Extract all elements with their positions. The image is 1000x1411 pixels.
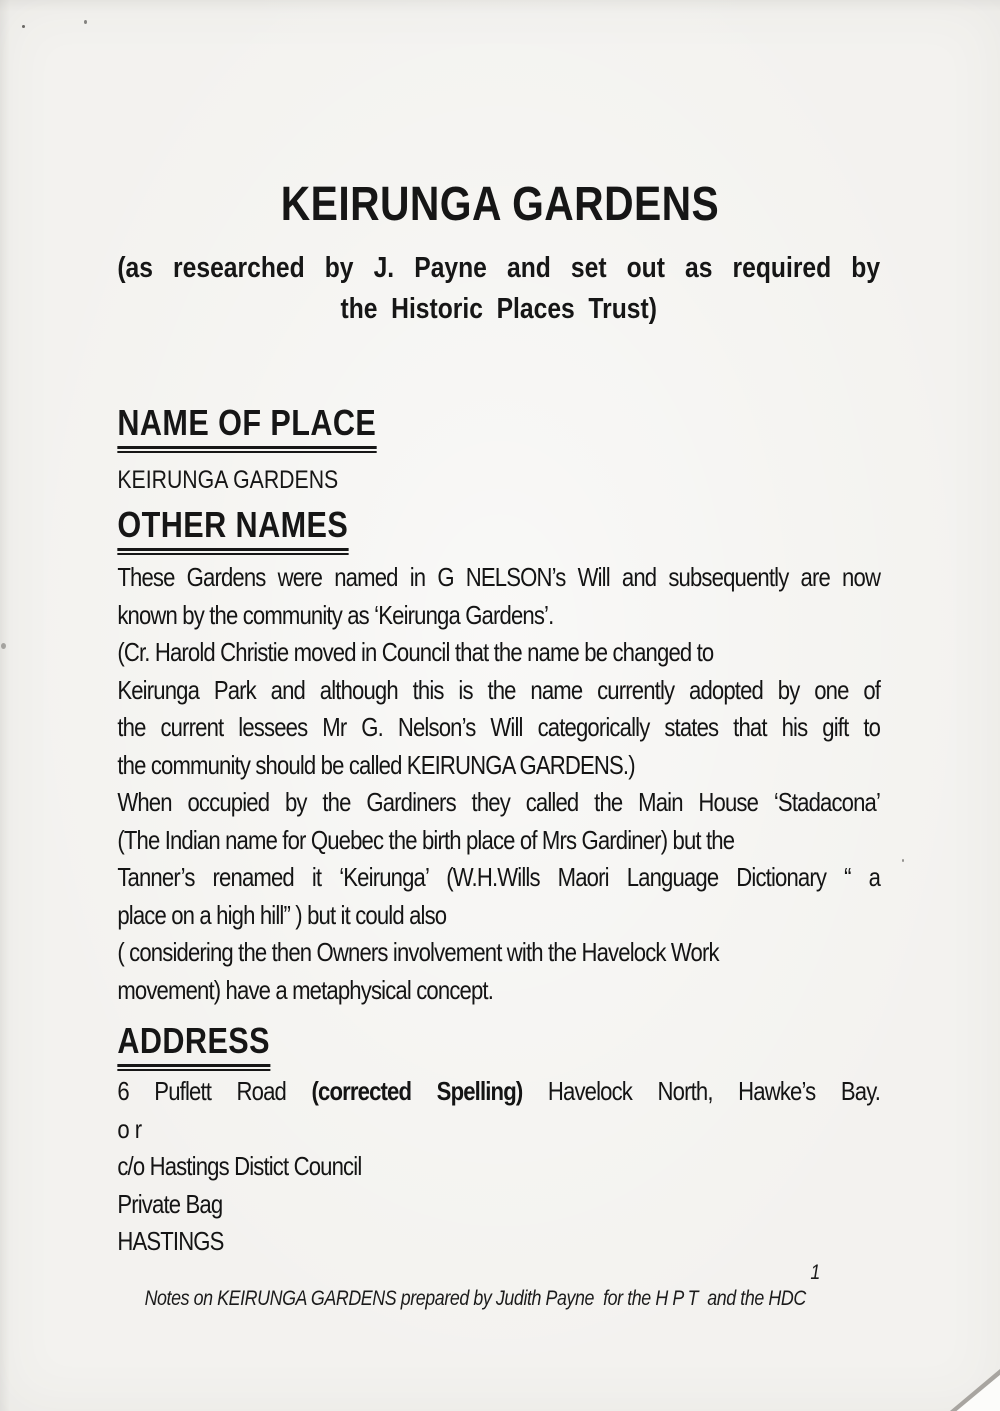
scan-speck — [1, 643, 6, 649]
body-line: (Cr. Harold Christie moved in Council that the name be changed to — [117, 637, 714, 667]
address-block — [117, 1073, 880, 1261]
body-line: (The Indian name for Quebec the birth place of Mrs Gardiner) but the — [117, 824, 735, 855]
section-heading-other-names — [117, 505, 880, 555]
body-line: known by the community as ‘Keirunga Gardens’. — [117, 599, 554, 630]
body-line: Keirunga Park and although this is the name currently adopted by one of — [117, 674, 881, 705]
address-street-post: Havelock North, Hawke’s Bay. — [522, 1076, 881, 1106]
subtitle-block — [117, 248, 880, 330]
address-line-city: HASTINGS — [117, 1226, 224, 1257]
other-names-paragraph — [117, 559, 880, 1009]
footer-note: Notes on KEIRUNGA GARDENS prepared by Judith Payne for the H P T and the HDC — [144, 1287, 806, 1310]
body-line: Tanner’s renamed it ‘Keirunga’ (W.H.Wills Maori Language Dictionary “ a — [117, 862, 881, 892]
heading-underline: ADDRESS — [117, 1021, 270, 1071]
footer-block — [117, 1260, 880, 1364]
subtitle-line-1: (as researched by J. Payne and set out as required by — [117, 252, 881, 284]
title-block — [0, 180, 1000, 230]
address-corrected-spelling: (corrected Spelling) — [311, 1076, 523, 1106]
page-corner-fold — [950, 1369, 1000, 1411]
address-line-or: or — [117, 1113, 148, 1144]
heading-underline: NAME OF PLACE — [117, 403, 376, 453]
name-of-place-value: KEIRUNGA GARDENS — [117, 466, 339, 494]
subtitle-line-2: the Historic Places Trust) — [340, 293, 657, 325]
address-street-pre: 6 Puflett Road — [117, 1076, 312, 1106]
body-line: place on a high hill” ) but it could also — [117, 899, 447, 930]
address-line-private-bag: Private Bag — [117, 1188, 223, 1219]
body-line: ( considering the then Owners involvement with the Havelock Work — [117, 937, 719, 967]
scan-speck — [22, 25, 25, 28]
body-line: When occupied by the Gardiners they called the Main House ‘Stadacona’ — [117, 787, 881, 817]
page-number: 1 — [810, 1261, 820, 1284]
section-heading-address — [117, 1021, 880, 1071]
scan-speck — [902, 859, 904, 862]
address-line-street — [117, 1073, 880, 1111]
body-line: the community should be called KEIRUNGA GARDENS.) — [117, 749, 635, 780]
page-title: KEIRUNGA GARDENS — [280, 178, 720, 231]
body-line: movement) have a metaphysical concept. — [117, 974, 494, 1005]
scan-speck — [84, 20, 87, 24]
address-line-council: c/o Hastings Distict Council — [117, 1151, 362, 1182]
body-line: the current lessees Mr G. Nelson’s Will categorically states that his gift to — [117, 712, 881, 742]
heading-underline: OTHER NAMES — [117, 505, 348, 555]
section-heading-name-of-place — [117, 403, 880, 453]
body-line: These Gardens were named in G NELSON’s Will and subsequently are now — [117, 562, 881, 592]
